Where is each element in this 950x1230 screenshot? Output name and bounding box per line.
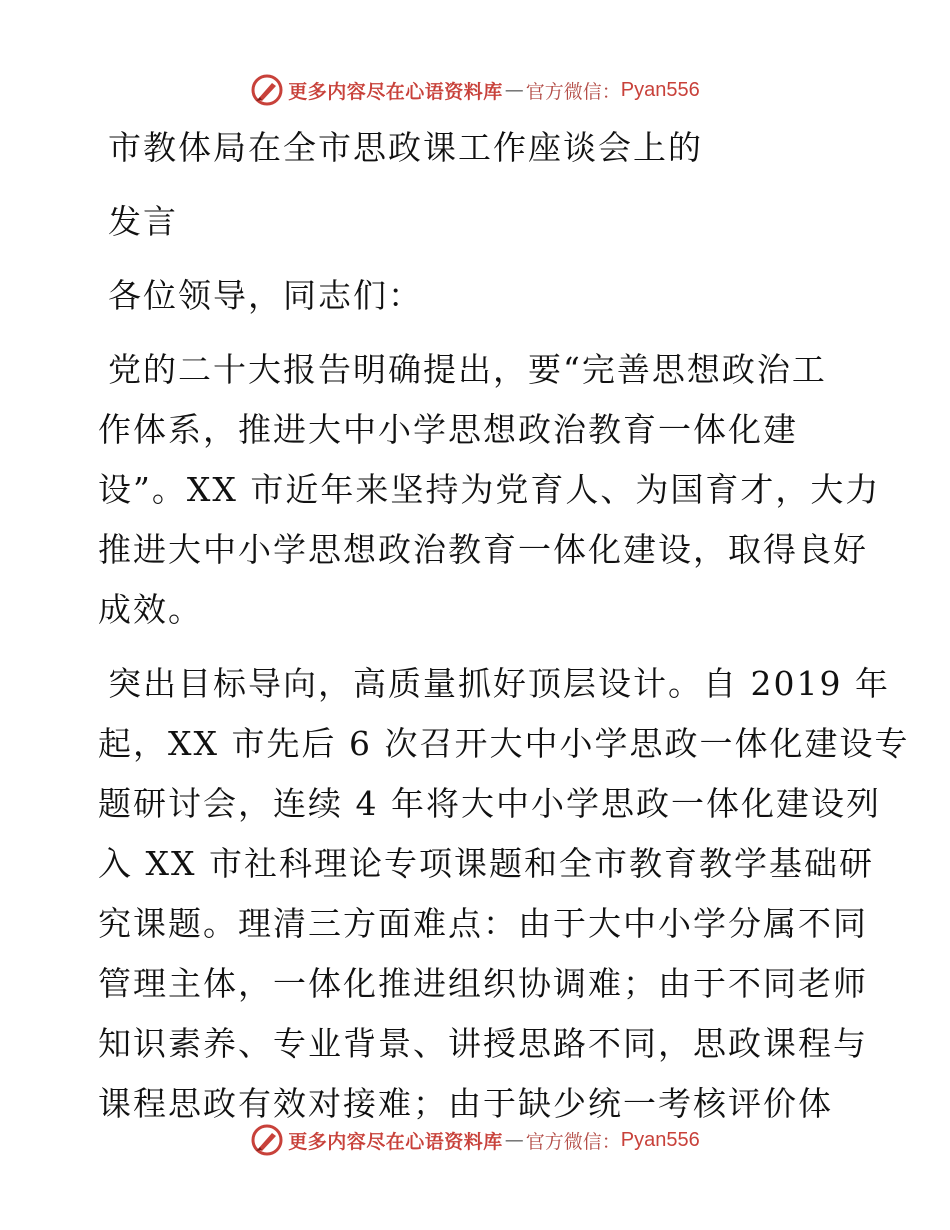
paragraph-2-line: 题研讨会，连续 4 年将大中小学思政一体化建设列: [98, 784, 881, 823]
paragraph-2-line: 管理主体，一体化推进组织协调难；由于不同老师: [98, 964, 868, 1003]
watermark-footer: [0, 1120, 950, 1160]
paragraph-1-line: 党的二十大报告明确提出，要“完善思想政治工: [108, 350, 827, 389]
paragraph-2-line: 起，XX 市先后 6 次召开大中小学思政一体化建设专: [98, 724, 910, 763]
salutation: 各位领导，同志们：: [108, 276, 423, 315]
watermark-header: [0, 70, 950, 110]
watermark-wechat-id: Pyan556: [620, 78, 700, 101]
watermark-official-label: 官方微信：: [525, 1130, 621, 1153]
paragraph-1-line: 推进大中小学思想政治教育一体化建设，取得良好: [98, 530, 868, 569]
watermark-wechat-id: Pyan556: [620, 1128, 700, 1151]
paragraph-1-line: 成效。: [98, 590, 203, 629]
paragraph-2-line: 究课题。理清三方面难点：由于大中小学分属不同: [98, 904, 868, 943]
watermark-site-text: 更多内容尽在心语资料库: [288, 1130, 503, 1153]
watermark-site-text: 更多内容尽在心语资料库: [288, 80, 503, 103]
pen-logo-icon: [250, 73, 284, 107]
document-title-line-2: 发言: [108, 202, 178, 241]
paragraph-1-line: 设”。XX 市近年来坚持为党育人、为国育才，大力: [98, 470, 881, 509]
paragraph-2-line: 知识素养、专业背景、讲授思路不同，思政课程与: [98, 1024, 868, 1063]
paragraph-1-line: 作体系，推进大中小学思想政治教育一体化建: [98, 410, 798, 449]
document-body: [98, 118, 910, 1134]
paragraph-2-line: 入 XX 市社科理论专项课题和全市教育教学基础研: [98, 844, 874, 883]
pen-logo-icon: [250, 1123, 284, 1157]
paragraph-2-line: 突出目标导向，高质量抓好顶层设计。自 2019 年: [108, 664, 890, 703]
paragraph-2-line: 课程思政有效对接难；由于缺少统一考核评价体: [98, 1084, 833, 1123]
document-title-line-1: 市教体局在全市思政课工作座谈会上的: [108, 128, 703, 167]
watermark-dash: —: [504, 79, 524, 101]
watermark-official-label: 官方微信：: [525, 80, 621, 103]
watermark-dash: —: [504, 1129, 524, 1151]
